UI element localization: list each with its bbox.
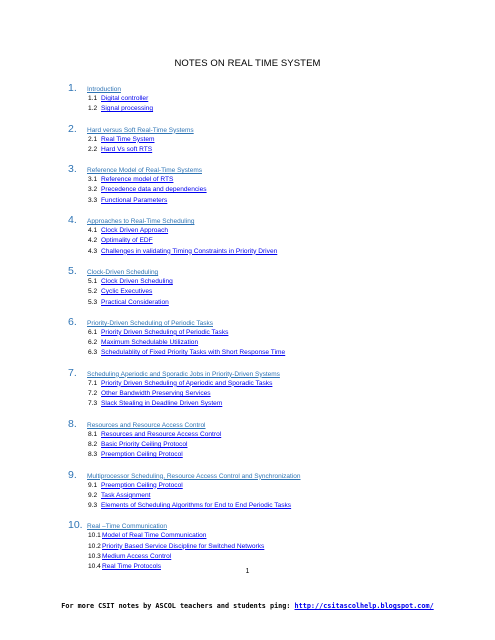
subsection-number: 5.1 xyxy=(88,277,98,285)
subsection-number: 8.3 xyxy=(88,451,98,459)
table-of-contents xyxy=(68,82,468,581)
toc-subsection xyxy=(68,278,468,288)
toc-subsection xyxy=(68,543,468,553)
toc-subsection xyxy=(68,441,468,451)
subsection-number: 8.1 xyxy=(88,430,98,438)
subsection-title-link[interactable]: Medium Access Control xyxy=(102,553,172,561)
section-number: 8. xyxy=(68,417,77,430)
toc-subsection xyxy=(68,339,468,349)
toc-subsection xyxy=(68,288,468,298)
subsection-number: 2.1 xyxy=(88,135,98,143)
toc-subsection xyxy=(68,237,468,247)
subsection-number: 7.3 xyxy=(88,400,98,408)
subsection-title-link[interactable]: Real Time System xyxy=(101,135,155,143)
section-number: 9. xyxy=(68,468,77,481)
subsection-number: 9.3 xyxy=(88,502,98,510)
subsection-title-link[interactable]: Challenges in validating Timing Constraints in Priority Driven xyxy=(101,247,278,255)
toc-section xyxy=(68,316,468,360)
subsection-number: 6.1 xyxy=(88,328,98,336)
subsection-number: 9.1 xyxy=(88,481,98,489)
subsection-title-link[interactable]: Priority Driven Scheduling of Periodic Tasks xyxy=(101,328,229,336)
subsection-title-link[interactable]: Clock Driven Scheduling xyxy=(101,277,173,285)
toc-subsection xyxy=(68,197,468,207)
subsection-number: 7.1 xyxy=(88,379,98,387)
toc-section xyxy=(68,469,468,513)
toc-subsection xyxy=(68,349,468,359)
toc-subsection xyxy=(68,390,468,400)
section-title-link[interactable]: Hard versus Soft Real-Time Systems xyxy=(87,126,194,134)
toc-section-heading xyxy=(68,316,468,329)
subsection-number: 6.2 xyxy=(88,339,98,347)
footer-note xyxy=(0,602,495,610)
toc-subsection xyxy=(68,482,468,492)
subsection-number: 1.1 xyxy=(88,95,98,102)
toc-section xyxy=(68,163,468,207)
section-number: 2. xyxy=(68,122,77,135)
toc-subsection xyxy=(68,492,468,502)
toc-subsection xyxy=(68,431,468,441)
subsection-number: 9.2 xyxy=(88,491,98,499)
toc-section xyxy=(68,123,468,157)
toc-section-heading xyxy=(68,469,468,482)
subsection-number: 10.1 xyxy=(88,532,101,540)
subsection-number: 6.3 xyxy=(88,349,98,357)
subsection-number: 5.3 xyxy=(88,298,98,306)
subsection-title-link[interactable]: Signal processing xyxy=(101,105,154,113)
section-title-link[interactable]: Approaches to Real-Time Scheduling xyxy=(87,218,195,226)
toc-section-heading xyxy=(68,519,468,532)
section-number: 3. xyxy=(68,163,77,176)
toc-subsection xyxy=(68,248,468,258)
section-title-link[interactable]: Introduction xyxy=(87,86,121,93)
section-title-link[interactable]: Multiprocessor Scheduling, Resource Access Control and Synchronization xyxy=(87,472,301,480)
section-number: 7. xyxy=(68,366,77,379)
subsection-title-link[interactable]: Other Bandwidth Preserving Services xyxy=(101,390,211,398)
toc-section xyxy=(68,265,468,309)
subsection-number: 8.2 xyxy=(88,440,98,448)
section-title-link[interactable]: Priority-Driven Scheduling of Periodic Tasks xyxy=(87,319,213,327)
toc-section-heading xyxy=(68,367,468,380)
subsection-number: 1.2 xyxy=(88,105,98,113)
subsection-number: 4.2 xyxy=(88,237,98,245)
page-number: 1 xyxy=(245,568,250,575)
subsection-number: 4.1 xyxy=(88,227,98,235)
toc-section xyxy=(68,82,468,116)
toc-subsection xyxy=(68,299,468,309)
toc-subsection xyxy=(68,227,468,237)
subsection-number: 10.3 xyxy=(88,553,101,561)
subsection-number: 3.3 xyxy=(88,196,98,204)
section-number: 4. xyxy=(68,214,77,227)
subsection-title-link[interactable]: Model of Real Time Communication xyxy=(102,532,207,540)
subsection-title-link[interactable]: Functional Parameters xyxy=(101,196,168,204)
toc-subsection xyxy=(68,176,468,186)
section-title-link[interactable]: Scheduling Aperiodic and Sporadic Jobs in Priority-Driven Systems xyxy=(87,370,280,378)
footer-text: For more CSIT notes by ASCOL teachers and students ping: xyxy=(61,602,295,610)
toc-subsection xyxy=(68,502,468,512)
toc-subsection xyxy=(68,95,468,105)
subsection-title-link[interactable]: Real Time Protocols xyxy=(102,563,161,571)
subsection-title-link[interactable]: Priority Driven Scheduling of Aperiodic and Sporadic Tasks xyxy=(101,379,273,387)
toc-section-heading xyxy=(68,123,468,136)
subsection-title-link[interactable]: Slack Stealing in Deadline Driven System xyxy=(101,400,223,408)
toc-section xyxy=(68,367,468,411)
toc-subsection xyxy=(68,329,468,339)
section-title-link[interactable]: Real –Time Communication xyxy=(87,523,167,531)
section-number: 6. xyxy=(68,315,77,328)
toc-section-heading xyxy=(68,214,468,227)
subsection-number: 3.1 xyxy=(88,176,98,184)
subsection-title-link[interactable]: Schedulablity of Fixed Priority Tasks with Short Response Time xyxy=(101,349,286,357)
section-title-link[interactable]: Reference Model of Real-Time Systems xyxy=(87,167,202,175)
section-number: 5. xyxy=(68,264,77,277)
toc-subsection xyxy=(68,146,468,156)
section-title-link[interactable]: Resources and Resource Access Control xyxy=(87,421,206,429)
subsection-title-link[interactable]: Resources and Resource Access Control xyxy=(101,430,222,438)
subsection-number: 7.2 xyxy=(88,390,98,398)
toc-subsection xyxy=(68,186,468,196)
subsection-title-link[interactable]: Clock Driven Approach xyxy=(101,227,169,235)
subsection-title-link[interactable]: Precedence data and dependencies xyxy=(101,186,207,194)
subsection-title-link[interactable]: Preemption Ceiling Protocol xyxy=(101,451,183,459)
subsection-number: 5.2 xyxy=(88,288,98,296)
subsection-title-link[interactable]: Reference model of RTS xyxy=(101,176,174,184)
subsection-number: 4.3 xyxy=(88,247,98,255)
subsection-title-link[interactable]: Maximum Schedulable Utilization xyxy=(101,339,199,347)
toc-subsection xyxy=(68,136,468,146)
subsection-title-link[interactable]: Basic Priority Ceiling Protocol xyxy=(101,440,188,448)
section-number: 10. xyxy=(68,519,83,532)
subsection-title-link[interactable]: Elements of Scheduling Algorithms for End to End Periodic Tasks xyxy=(101,502,292,510)
toc-section xyxy=(68,214,468,258)
toc-section xyxy=(68,519,468,573)
section-number: 1. xyxy=(68,82,77,94)
document-title: NOTES ON REAL TIME SYSTEM xyxy=(174,58,321,69)
subsection-title-link[interactable]: Preemption Ceiling Protocol xyxy=(101,481,183,489)
subsection-number: 10.4 xyxy=(88,563,101,571)
subsection-title-link[interactable]: Practical Consideration xyxy=(101,298,169,306)
toc-section-heading xyxy=(68,418,468,431)
toc-section xyxy=(68,418,468,462)
footer-link[interactable]: http://csitascolhelp.blogspot.com/ xyxy=(294,602,434,610)
subsection-number: 3.2 xyxy=(88,186,98,194)
subsection-number: 10.2 xyxy=(88,542,101,550)
toc-subsection xyxy=(68,105,468,115)
toc-subsection xyxy=(68,451,468,461)
toc-section-heading xyxy=(68,82,468,95)
toc-section-heading xyxy=(68,265,468,278)
subsection-number: 2.2 xyxy=(88,145,98,153)
section-title-link[interactable]: Clock-Driven Scheduling xyxy=(87,268,159,276)
toc-subsection xyxy=(68,532,468,542)
subsection-title-link[interactable]: Task Assignment xyxy=(101,491,151,499)
toc-subsection xyxy=(68,553,468,563)
toc-subsection xyxy=(68,380,468,390)
subsection-title-link[interactable]: Priority Based Service Discipline for Switched Networks xyxy=(102,542,265,550)
subsection-title-link[interactable]: Cyclic Executives xyxy=(101,288,153,296)
subsection-title-link[interactable]: Hard Vs soft RTS xyxy=(101,145,153,153)
toc-subsection xyxy=(68,400,468,410)
subsection-title-link[interactable]: Digital controller xyxy=(101,95,149,102)
toc-section-heading xyxy=(68,163,468,176)
subsection-title-link[interactable]: Optimality of EDF xyxy=(101,237,153,245)
